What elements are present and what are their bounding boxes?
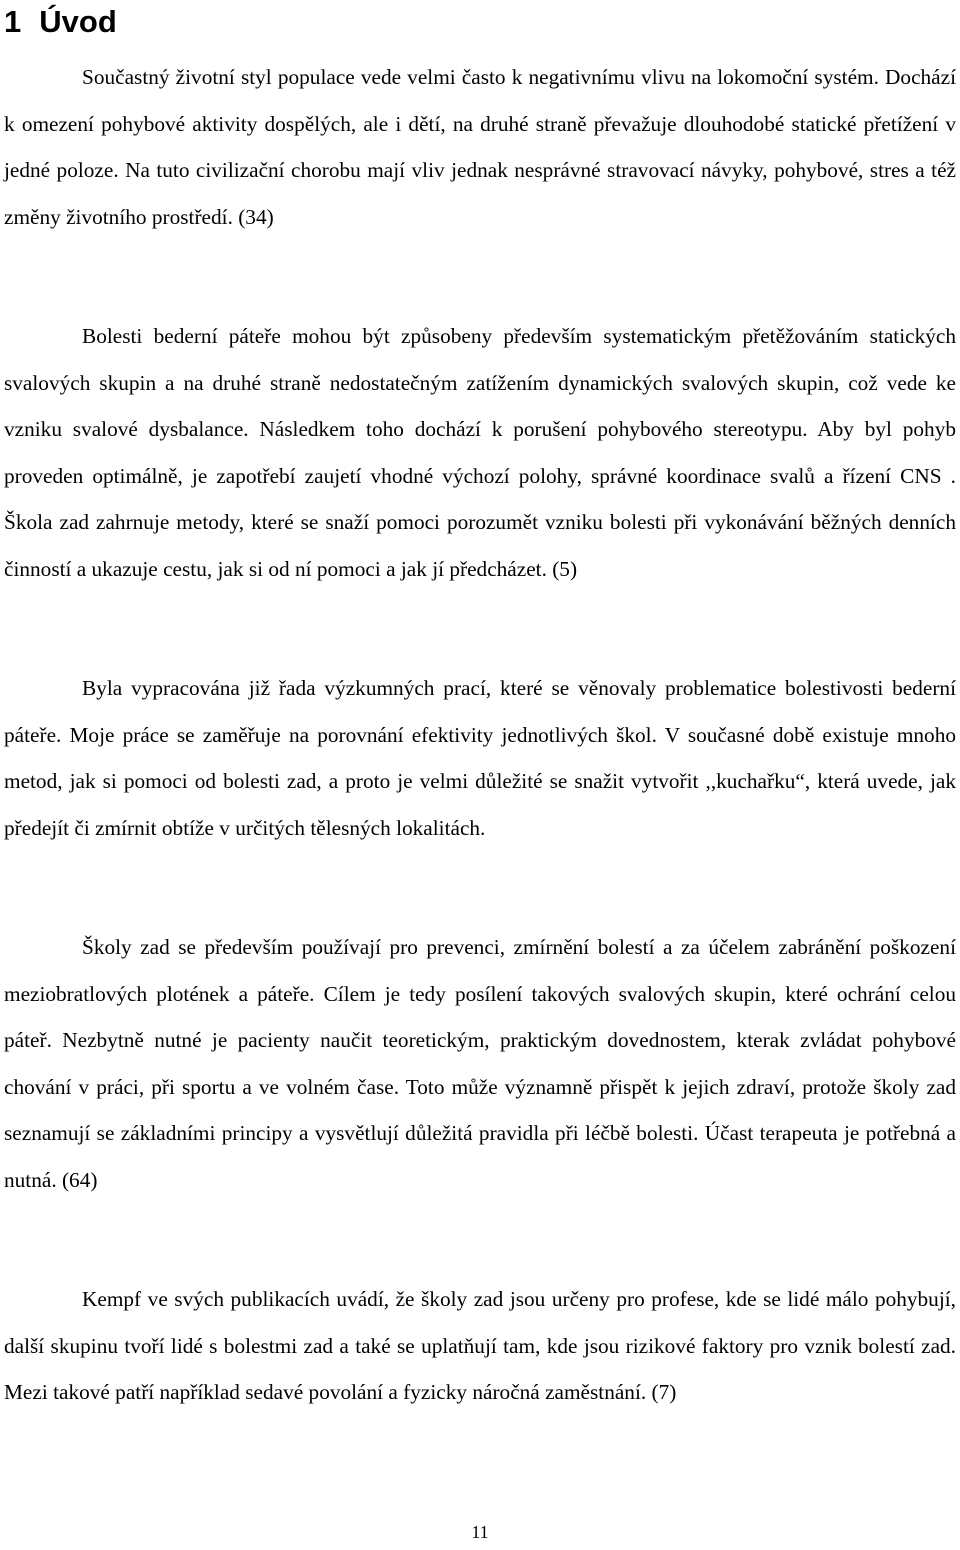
paragraph-kempf: Kempf ve svých publikacích uvádí, že školy zad jsou určeny pro profese, kde se lidé málo pohybují, další skupinu tvoří lidé s bolestmi zad a také se uplatňují tam, kde jsou rizikové faktory pro vznik bolestí zad. Mezi takové patří například sedavé povolání a fyzicky náročná zaměstnání. (7)	[4, 1287, 956, 1405]
chapter-number: 1	[4, 4, 22, 39]
chapter-heading	[4, 2, 117, 42]
paragraph-research-aim: Byla vypracována již řada výzkumných prací, které se věnovaly problematice bolestivosti bederní páteře. Moje práce se zaměřuje na porovnání efektivity jednotlivých škol. V současné době existuje mnoho metod, jak si pomoci od bolesti zad, a proto je velmi důležité se snažit vytvořit ,,kuchařku“, která uvede, jak předejít či zmírnit obtíže v určitých tělesných lokalitách.	[4, 676, 956, 840]
chapter-title: Úvod	[39, 4, 117, 39]
page-number: 11	[471, 1522, 489, 1542]
paragraph-intro: Součastný životní styl populace vede velmi často k negativnímu vlivu na lokomoční systém. Dochází k omezení pohybové aktivity dospělých, ale i dětí, na druhé straně převažuje dlouhodobé statické přetížení v jedné poloze. Na tuto civilizační chorobu mají vliv jednak nesprávné stravovací návyky, pohybové, stres a též změny životního prostředí. (34)	[4, 65, 956, 229]
paragraph-back-pain-causes: Bolesti bederní páteře mohou být způsobeny především systematickým přetěžováním statických svalových skupin a na druhé straně nedostatečným zatížením dynamických svalových skupin, což vede ke vzniku svalové dysbalance. Následkem toho dochází k porušení pohybového stereotypu. Aby byl pohyb proveden optimálně, je zapotřebí zaujetí vhodné výchozí polohy, správné koordinace svalů a řízení CNS . Škola zad zahrnuje metody, které se snaží pomoci porozumět vzniku bolesti při vykonávání běžných denních činností a ukazuje cestu, jak si od ní pomoci a jak jí předcházet. (5)	[4, 324, 956, 581]
paragraph-back-schools: Školy zad se především používají pro prevenci, zmírnění bolestí a za účelem zabránění poškození meziobratlových plotének a páteře. Cílem je tedy posílení takových svalových skupin, které ochrání celou páteř. Nezbytně nutné je pacienty naučit teoretickým, praktickým dovednostem, kterak zvládat pohybové chování v práci, při sportu a ve volném čase. Toto může významně přispět k jejich zdraví, protože školy zad seznamují se základními principy a vysvětlují důležitá pravidla při léčbě bolesti. Účast terapeuta je potřebná a nutná. (64)	[4, 935, 956, 1192]
